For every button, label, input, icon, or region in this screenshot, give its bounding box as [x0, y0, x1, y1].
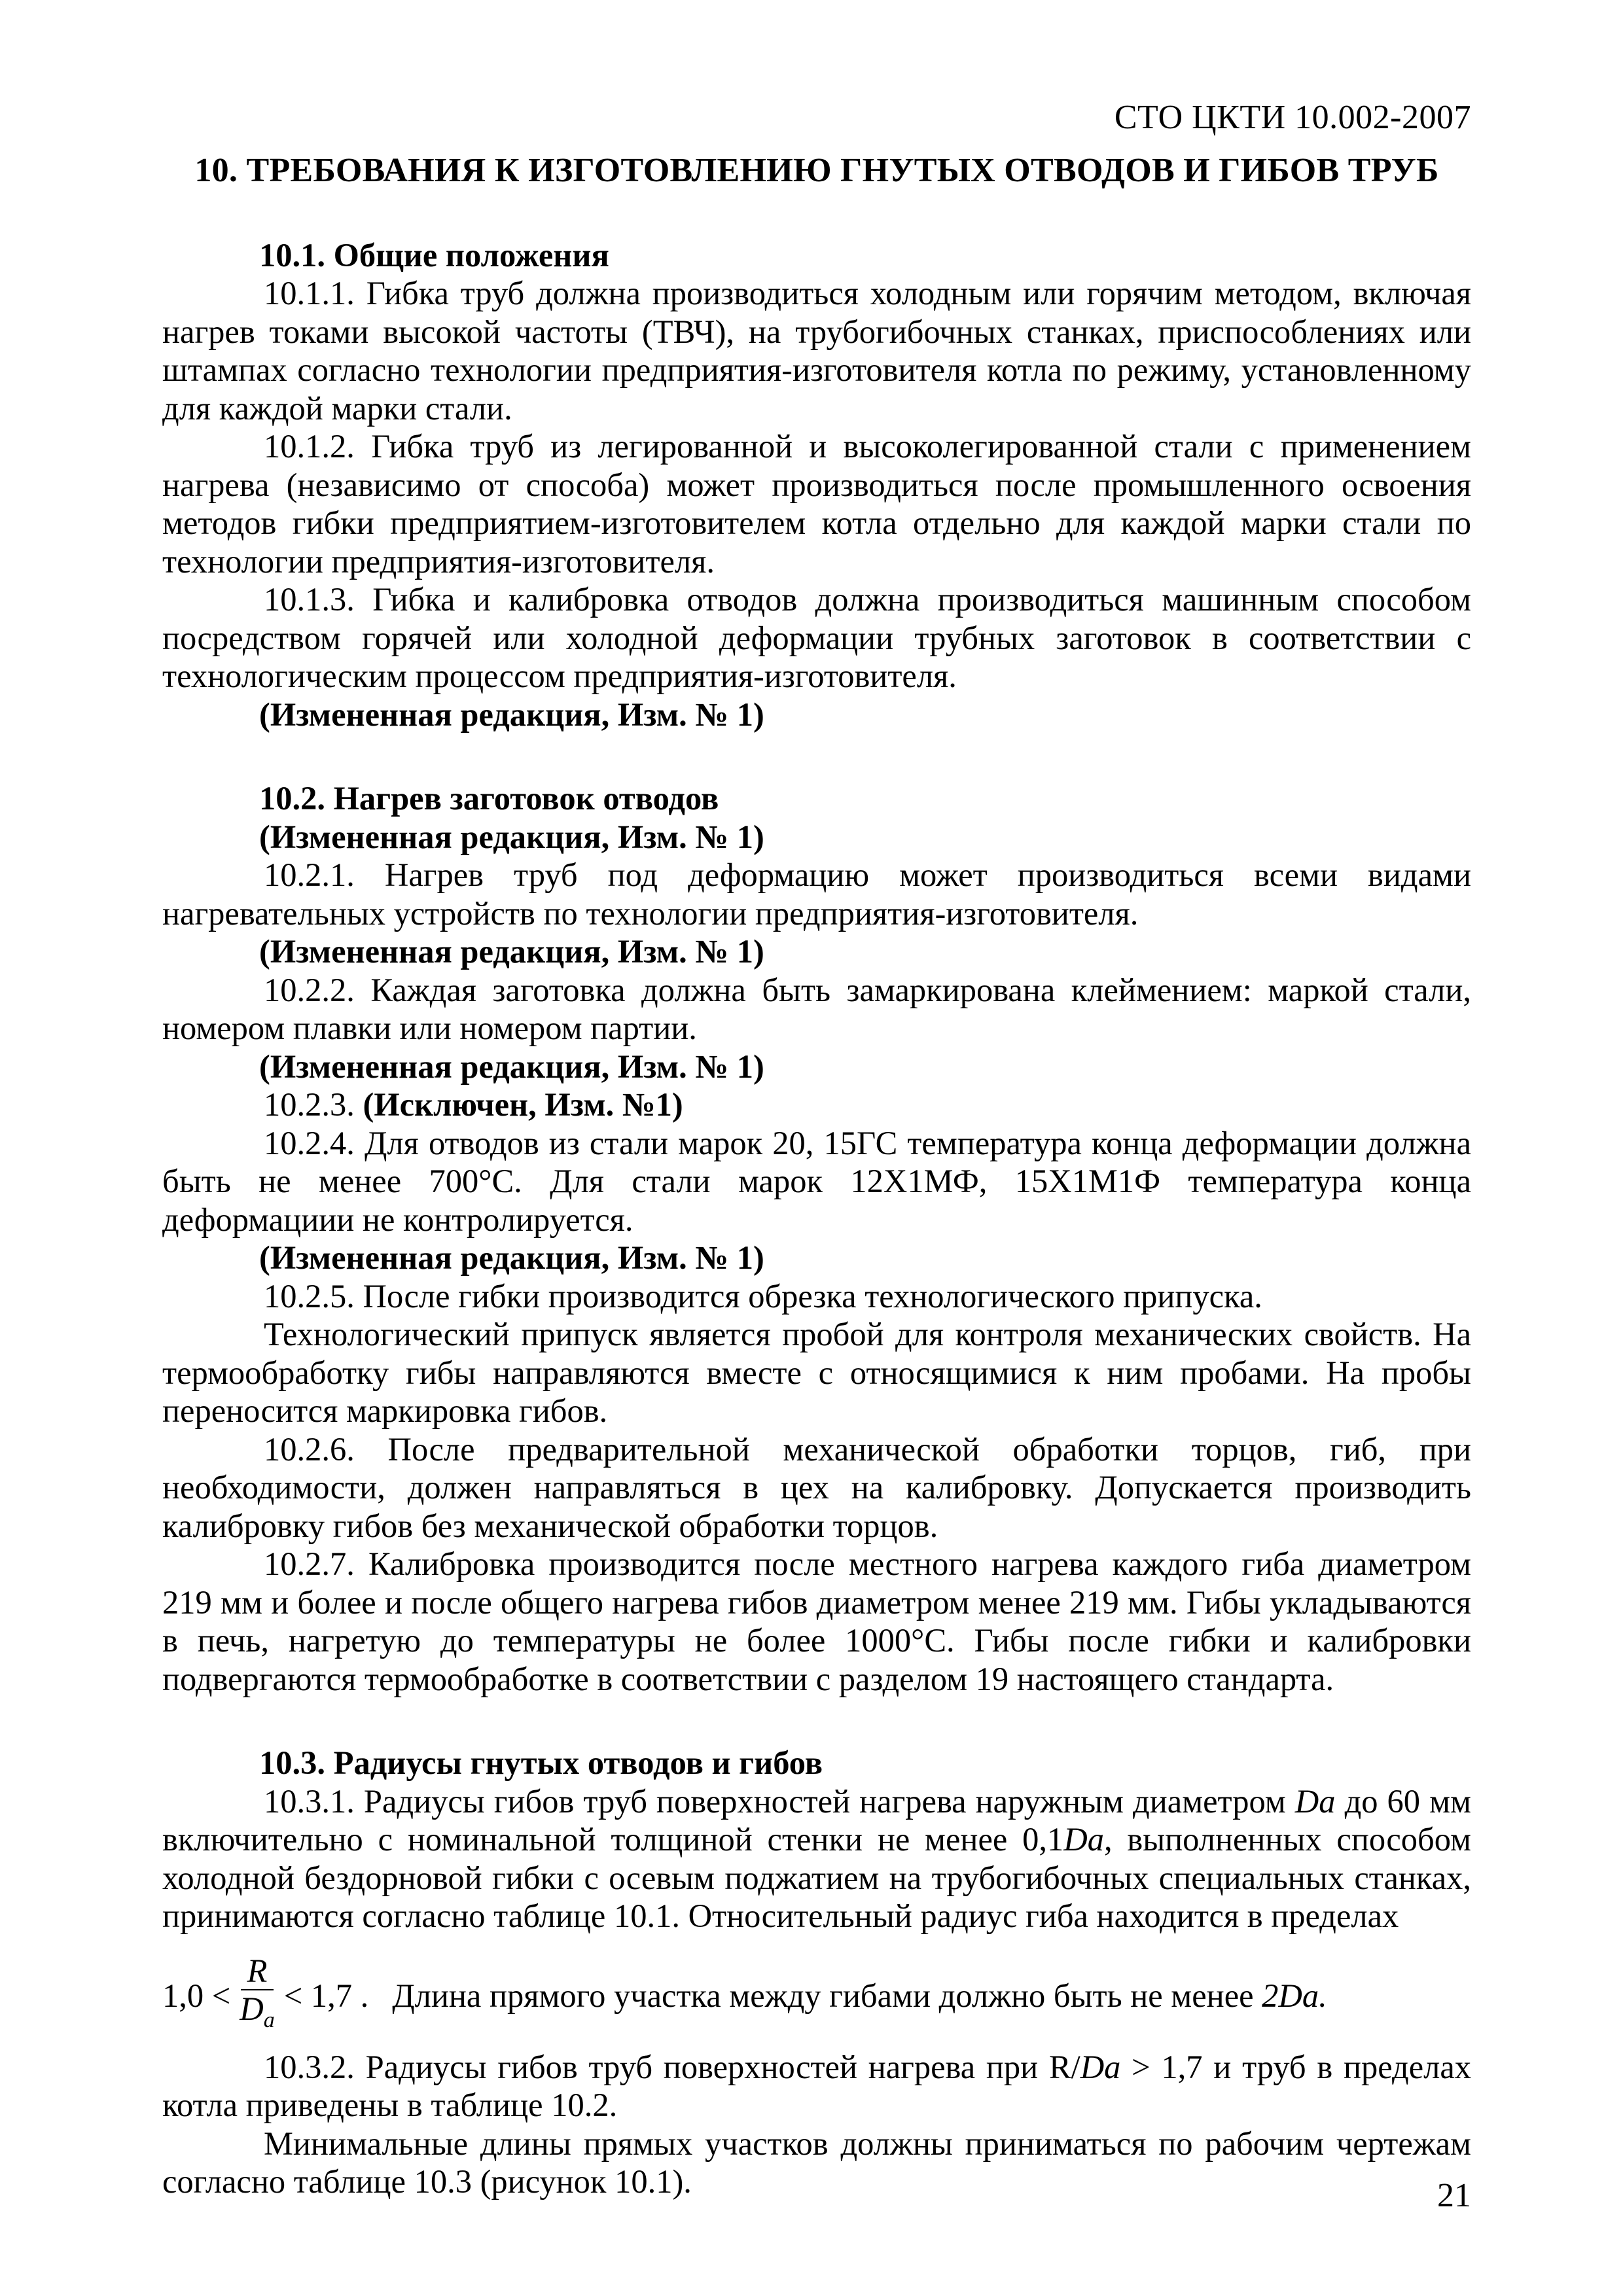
paragraph-10-2-1: 10.2.1. Нагрев труб под деформацию может производиться всеми видами нагревательных устройств по технологии предприятия-изготовителя.	[162, 857, 1471, 932]
text-run: до 60 мм включительно с номинальной толщиной стенки не менее 0,1	[162, 1782, 1472, 1858]
formula-upper-bound: < 1,7 .	[283, 1977, 369, 2015]
paragraph-10-2-3	[162, 1086, 1471, 1124]
fraction-r-over-da	[240, 1952, 274, 2039]
paragraph-10-3-1	[162, 1782, 1471, 1935]
formula-text	[392, 1977, 1327, 2015]
page-content	[162, 144, 1471, 2201]
paragraph-10-1-3: 10.1.3. Гибка и калибровка отводов должна производиться машинным способом посредством горячей или холодной деформации трубных заготовок в соответствии с технологическим процессом предприятия-изготовителя.	[162, 581, 1471, 694]
symbol-da: Da	[1294, 1782, 1336, 1820]
fraction-numerator: R	[241, 1952, 274, 1990]
subsection-title-10-2: 10.2. Нагрев заготовок отводов	[259, 780, 719, 817]
symbol-da: Da	[1080, 2048, 1121, 2085]
formula-lower-bound: 1,0 <	[162, 1977, 231, 2015]
paragraph-number: 10.2.3.	[264, 1086, 355, 1123]
amendment-note: (Измененная редакция, Изм. № 1)	[259, 696, 764, 733]
paragraph-10-3-3: Минимальные длины прямых участков должны приниматься по рабочим чертежам согласно таблице 10.3 (рисунок 10.1).	[162, 2125, 1471, 2200]
denominator-symbol: D	[240, 1990, 264, 2028]
paragraph-10-2-7: 10.2.7. Калибровка производится после местного нагрева каждого гиба диаметром 219 мм и более и после общего нагрева гибов диаметром менее 219 мм. Гибы укладываются в печь, нагретую до температуры не более 1000°С. Гибы после гибки и калибровки подвергаются термообработке в соответствии с разделом 19 настоящего стандарта.	[162, 1545, 1471, 1697]
text-run: 10.3.2. Радиусы гибов труб поверхностей нагрева при R/	[264, 2048, 1080, 2085]
amendment-note: (Измененная редакция, Изм. № 1)	[259, 1239, 764, 1276]
paragraph-10-1-1: 10.1.1. Гибка труб должна производиться холодным или горячим методом, включая нагрев токами высокой частоты (ТВЧ), на трубогибочных станках, приспособлениях или штампах согласно технологии предприятия-изготовителя котла по режиму, установленному для каждой марки стали.	[162, 275, 1471, 427]
denominator-subscript: a	[263, 2008, 275, 2033]
amendment-note: (Измененная редакция, Изм. № 1)	[259, 818, 764, 855]
section-title: 10. ТРЕБОВАНИЯ К ИЗГОТОВЛЕНИЮ ГНУТЫХ ОТВОДОВ И ГИБОВ ТРУБ	[194, 152, 1439, 189]
excluded-note: (Исключен, Изм. №1)	[363, 1086, 683, 1123]
text-run: > 1,7 и труб в пределах котла приведены в таблице 10.2.	[162, 2048, 1471, 2123]
text-run: , выполненных способом холодной бездорновой гибки с осевым поджатием на трубогибочных специальных станках, принимаются согласно таблице 10.1. Относительный радиус гиба находится в пределах	[162, 1821, 1471, 1934]
subsection-title-10-3: 10.3. Радиусы гнутых отводов и гибов	[259, 1744, 823, 1781]
paragraph-10-2-6: 10.2.6. После предварительной механической обработки торцов, гиб, при необходимости, должен направляться в цех на калибровку. Допускается производить калибровку гибов без механической обработки торцов.	[162, 1430, 1471, 1544]
amendment-note: (Измененная редакция, Изм. № 1)	[259, 933, 764, 970]
page-number: 21	[1437, 2177, 1471, 2214]
text-run: Длина прямого участка между гибами должно быть не менее	[392, 1977, 1262, 2015]
symbol-da: Da	[1063, 1821, 1104, 1858]
paragraph-10-1-2: 10.1.2. Гибка труб из легированной и высоколегированной стали с применением нагрева (независимо от способа) может производиться после промышленного освоения методов гибки предприятием-изготовителем котла отдельно для каждой марки стали по технологии предприятия-изготовителя.	[162, 428, 1471, 580]
text-run: 10.3.1. Радиусы гибов труб поверхностей нагрева наружным диаметром	[264, 1782, 1295, 1820]
symbol-2da: 2Da.	[1262, 1977, 1327, 2015]
document-code: СТО ЦКТИ 10.002-2007	[1114, 99, 1471, 136]
paragraph-10-2-2: 10.2.2. Каждая заготовка должна быть замаркирована клеймением: маркой стали, номером плавки или номером партии.	[162, 971, 1471, 1046]
paragraph-10-2-5: 10.2.5. После гибки производится обрезка технологического припуска.	[264, 1277, 1262, 1315]
fraction-denominator	[240, 1990, 274, 2039]
radius-formula	[162, 1952, 1471, 2035]
subsection-title-10-1: 10.1. Общие положения	[259, 236, 609, 274]
paragraph-10-3-2	[162, 2048, 1471, 2125]
paragraph-10-2-5-continued: Технологический припуск является пробой для контроля механических свойств. На термообработку гибы направляются вместе с относящимися к ним пробами. На пробы переносится маркировка гибов.	[162, 1316, 1471, 1429]
paragraph-10-2-4: 10.2.4. Для отводов из стали марок 20, 15ГС температура конца деформации должна быть не менее 700°С. Для стали марок 12Х1МФ, 15Х1М1Ф температура конца деформациии не контролируется.	[162, 1124, 1471, 1238]
amendment-note: (Измененная редакция, Изм. № 1)	[259, 1048, 764, 1085]
